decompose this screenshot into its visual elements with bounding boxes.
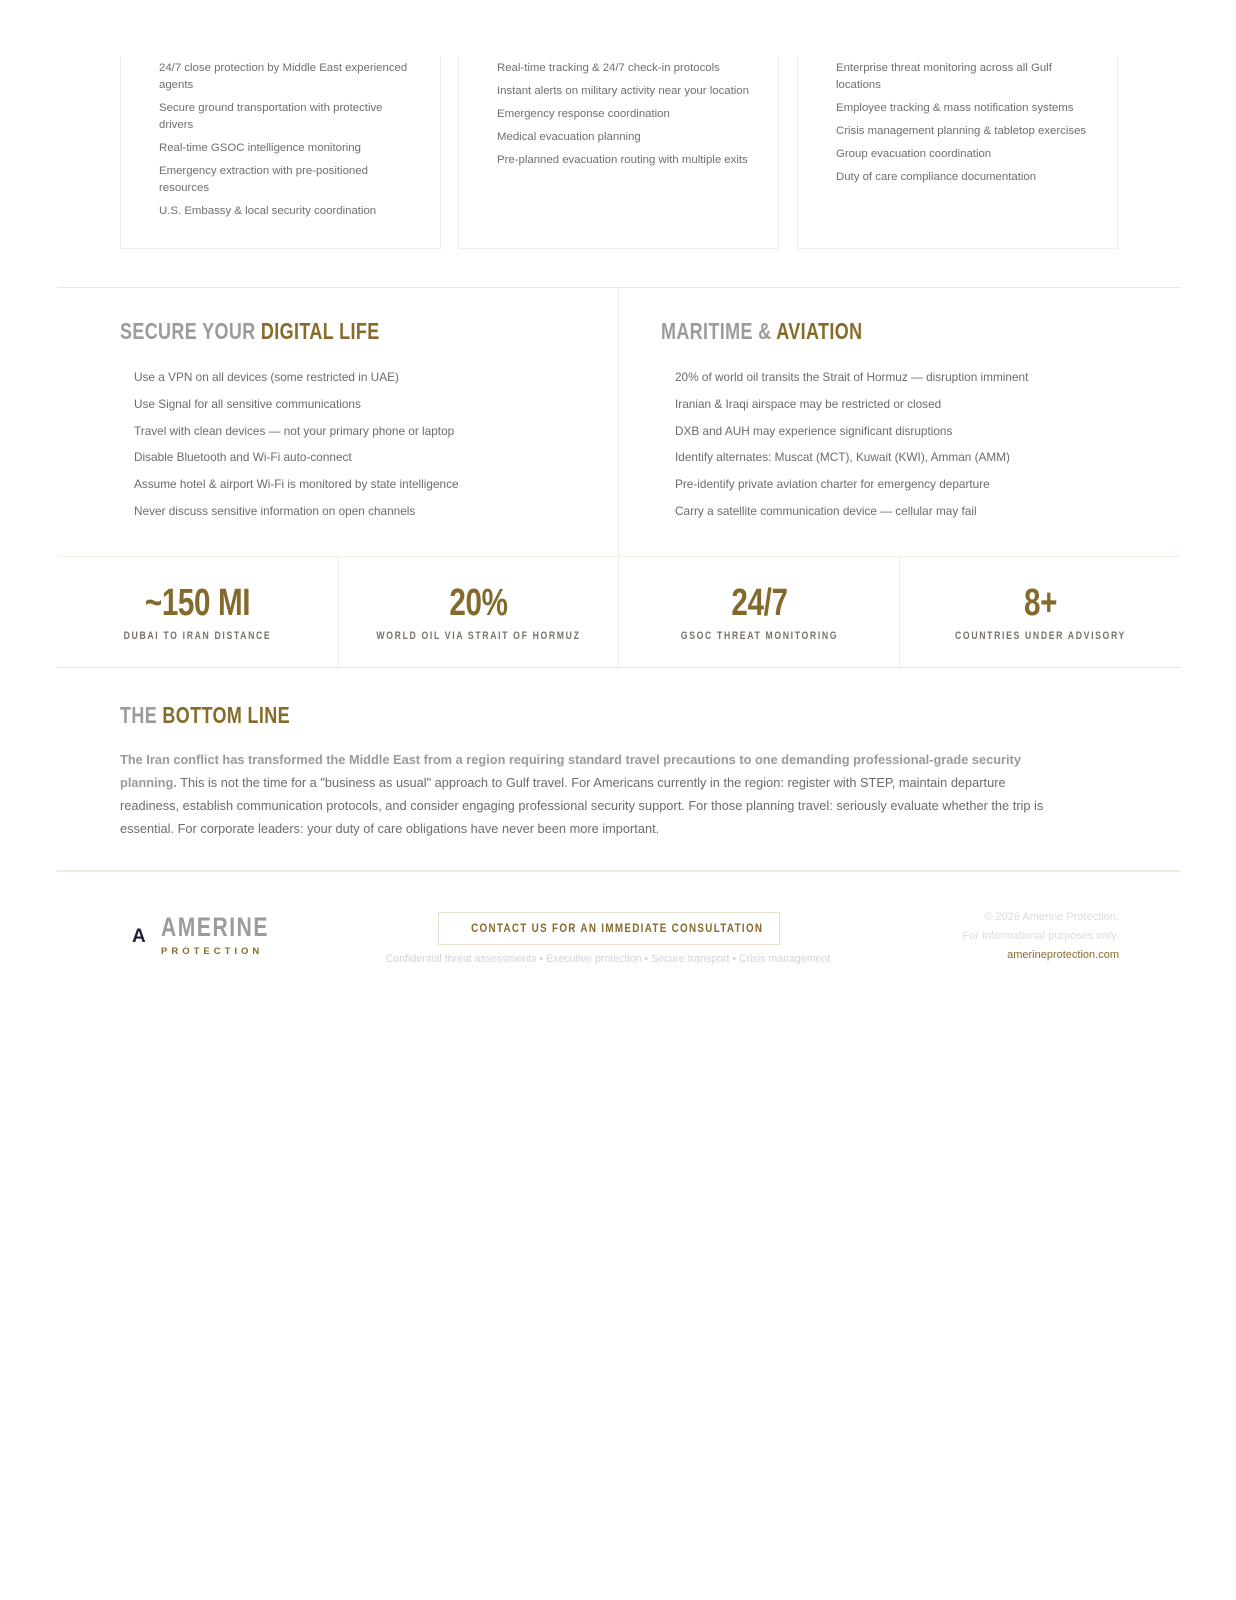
- section-title-maritime: MARITIME & AVIATION: [661, 318, 863, 344]
- digital-tips-list: [134, 368, 459, 529]
- stat-distance: [57, 556, 338, 667]
- list-item: Emergency response coordination: [497, 108, 670, 120]
- stat-value: 24/7: [731, 582, 788, 624]
- footer-legal: [963, 908, 1119, 965]
- list-item: Medical evacuation planning: [497, 131, 641, 143]
- logo-subtitle: PROTECTION: [161, 946, 264, 957]
- list-item: Crisis management planning & tabletop exercises: [836, 125, 1087, 137]
- list-item: 24/7 close protection by Middle East experienced agents: [159, 62, 408, 91]
- disclaimer-text: For informational purposes only.: [962, 930, 1119, 942]
- logo-icon: A: [132, 926, 146, 947]
- list-item: Never discuss sensitive information on open channels: [134, 503, 416, 518]
- list-item: Assume hotel & airport Wi-Fi is monitored by state intelligence: [134, 477, 459, 492]
- logo-name: AMERINE: [161, 912, 270, 942]
- list-item: U.S. Embassy & local security coordination: [159, 205, 377, 217]
- list-item: Pre-identify private aviation charter for emergency departure: [675, 477, 990, 492]
- list-item: Enterprise threat monitoring across all Gulf locations: [836, 62, 1052, 91]
- card-list: [497, 60, 750, 175]
- services-note: Confidential threat assessments • Executive protection • Secure transport • Crisis management: [385, 953, 831, 965]
- section-divider: [57, 287, 1181, 288]
- list-item: Instant alerts on military activity near your location: [497, 85, 749, 97]
- footer-divider: [57, 870, 1181, 872]
- list-item: Secure ground transportation with protective drivers: [159, 102, 383, 131]
- stat-monitoring: [619, 556, 900, 667]
- list-item: Employee tracking & mass notification systems: [836, 102, 1074, 114]
- bottom-line-text: [120, 748, 1060, 840]
- service-card-enterprise: [797, 56, 1118, 249]
- stat-countries: [900, 556, 1181, 667]
- service-cards: [120, 56, 1118, 249]
- list-item: Group evacuation coordination: [836, 148, 992, 160]
- list-item: DXB and AUH may experience significant disruptions: [675, 423, 953, 438]
- list-item: Real-time tracking & 24/7 check-in protocols: [497, 62, 720, 74]
- bottom-line-lead: The Iran conflict has transformed the Middle East from a region requiring standard travel precautions to one demanding professional-grade security planning.: [120, 752, 1021, 790]
- stat-value: 8+: [1023, 582, 1058, 624]
- card-list: [159, 60, 412, 226]
- list-item: Disable Bluetooth and Wi-Fi auto-connect: [134, 450, 352, 465]
- stats-bottom-divider: [57, 667, 1181, 668]
- stat-label: WORLD OIL VIA STRAIT OF HORMUZ: [376, 630, 581, 642]
- stat-value: 20%: [449, 582, 508, 624]
- section-title-digital: SECURE YOUR DIGITAL LIFE: [120, 318, 380, 344]
- list-item: Travel with clean devices — not your primary phone or laptop: [134, 423, 455, 438]
- column-divider: [618, 288, 619, 556]
- bottom-line-body: This is not the time for a "business as usual" approach to Gulf travel. For Americans currently in the region: register with STEP, maintain departure readiness, establish communication protocols, and consider engaging professional security support. For those planning travel: seriously evaluate whether the trip is essential. For corporate leaders: your duty of care obligations have never been more important.: [120, 775, 1044, 836]
- website-link[interactable]: amerineprotection.com: [1007, 949, 1119, 961]
- stat-value: ~150 MI: [144, 582, 251, 624]
- copyright-text: © 2026 Amerine Protection.: [984, 911, 1119, 923]
- maritime-tips-list: [675, 368, 1028, 529]
- list-item: Use a VPN on all devices (some restricted in UAE): [134, 370, 399, 384]
- list-item: Use Signal for all sensitive communications: [134, 396, 361, 411]
- list-item: Duty of care compliance documentation: [836, 171, 1037, 183]
- service-card-travel-tracking: [458, 56, 779, 249]
- stat-oil: [338, 556, 619, 667]
- stat-label: DUBAI TO IRAN DISTANCE: [123, 630, 272, 642]
- section-title-bottom-line: THE BOTTOM LINE: [120, 702, 290, 728]
- list-item: 20% of world oil transits the Strait of Hormuz — disruption imminent: [675, 370, 1029, 384]
- list-item: Identify alternates: Muscat (MCT), Kuwait (KWI), Amman (AMM): [675, 450, 1010, 465]
- contact-consultation-button[interactable]: CONTACT US FOR AN IMMEDIATE CONSULTATION: [438, 912, 780, 945]
- card-list: [836, 60, 1089, 192]
- list-item: Pre-planned evacuation routing with multiple exits: [497, 154, 748, 166]
- stat-label: GSOC THREAT MONITORING: [680, 630, 839, 642]
- list-item: Real-time GSOC intelligence monitoring: [159, 142, 361, 154]
- list-item: Carry a satellite communication device — cellular may fail: [675, 503, 977, 518]
- list-item: Iranian & Iraqi airspace may be restricted or closed: [675, 396, 942, 411]
- stat-label: COUNTRIES UNDER ADVISORY: [955, 630, 1126, 642]
- service-card-close-protection: [120, 56, 441, 249]
- list-item: Emergency extraction with pre-positioned resources: [159, 165, 368, 194]
